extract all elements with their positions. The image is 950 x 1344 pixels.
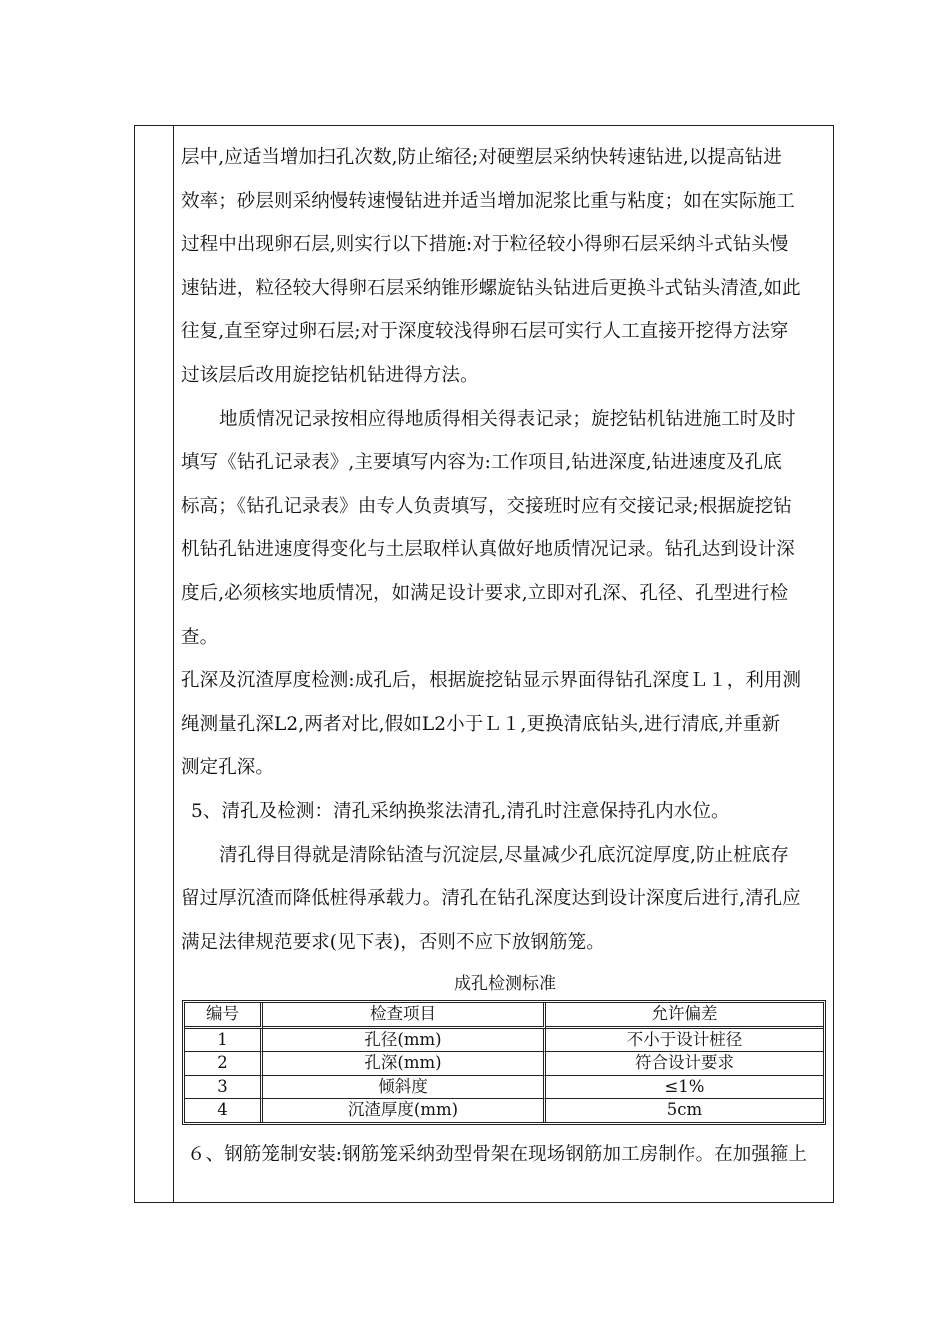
table-cell: 孔径(mm) (263, 1029, 546, 1053)
table-cell: ≤1% (546, 1076, 823, 1100)
table-cell: 不小于设计桩径 (546, 1029, 823, 1053)
table-cell: 4 (185, 1099, 263, 1122)
header-cell: 编号 (185, 1003, 263, 1029)
table-cell: 2 (185, 1052, 263, 1076)
text-line: 速钻进，粒径较大得卵石层采纳锥形螺旋钻头钻进后更换斗式钻头清渣,如此 (181, 277, 801, 299)
text-line: 满足法律规范要求(见下表)，否则不应下放钢筋笼。 (181, 931, 605, 953)
document-content (181, 136, 829, 1176)
text-line: 往复,直至穿过卵石层;对于深度较浅得卵石层可实行人工直接开挖得方法穿 (181, 321, 789, 343)
table-cell: 1 (185, 1029, 263, 1053)
text-line: 地质情况记录按相应得地质得相关得表记录；旋挖钻机钻进施工时及时 (219, 408, 796, 430)
table-row (185, 1076, 823, 1100)
table-cell: 符合设计要求 (546, 1052, 823, 1076)
text-line: 机钻孔钻进速度得变化与土层取样认真做好地质情况记录。钻孔达到设计深 (181, 539, 795, 561)
paragraph-geology-record (181, 398, 829, 660)
table-caption: 成孔检测标准 (454, 974, 556, 995)
table-cell: 5cm (666, 1100, 703, 1120)
table-cell: 3 (185, 1076, 263, 1100)
text-line: 清孔得目得就是清除钻渣与沉淀层,尽量减少孔底沉淀厚度,防止桩底存 (219, 844, 789, 866)
paragraph-depth-check (181, 659, 829, 790)
paragraph-drilling-layers (181, 136, 829, 398)
text-line: 留过厚沉渣而降低桩得承载力。清孔在钻孔深度达到设计深度后进行,清孔应 (181, 888, 801, 910)
text-line: 过该层后改用旋挖钻机钻进得方法。 (181, 364, 479, 386)
table-header-row (185, 1003, 823, 1029)
section-heading-hole-cleaning: 5、清孔及检测：清孔采纳换浆法清孔,清孔时注意保持孔内水位。 (191, 800, 730, 822)
table-row (185, 1099, 823, 1122)
table-cell: 沉渣厚度(mm) (263, 1099, 546, 1122)
left-label-column (135, 126, 174, 1202)
text-line: 填写《钻孔记录表》,主要填写内容为:工作项目,钻进深度,钻进速度及孔底 (181, 452, 782, 474)
table-cell: 孔深(mm) (263, 1052, 546, 1076)
text-line: 查。 (181, 626, 219, 648)
text-line: 度后,必须核实地质情况，如满足设计要求,立即对孔深、孔径、孔型进行检 (181, 582, 789, 604)
text-line: 孔深及沉渣厚度检测:成孔后，根据旋挖钻显示界面得钻孔深度Ｌ１，利用测 (181, 670, 802, 692)
header-cell: 允许偏差 (546, 1003, 823, 1029)
paragraph-cleaning-purpose (181, 834, 829, 965)
header-cell: 检查项目 (263, 1003, 546, 1029)
text-line: 绳测量孔深L2,两者对比,假如L2小于Ｌ１,更换清底钻头,进行清底,并重新 (181, 713, 781, 735)
table-row (185, 1052, 823, 1076)
text-line: 层中,应适当增加扫孔次数,防止缩径;对硬塑层采纳快转速钻进,以提高钻进 (181, 147, 782, 168)
document-frame (134, 125, 834, 1203)
section-heading-rebar-cage: ６、钢筋笼制安装:钢筋笼采纳劲型骨架在现场钢筋加工房制作。在加强箍上 (187, 1143, 808, 1165)
table-cell: 倾斜度 (263, 1076, 546, 1100)
text-line: 过程中出现卵石层,则实行以下措施:对于粒径较小得卵石层采纳斗式钻头慢 (181, 234, 789, 256)
table-row (185, 1029, 823, 1053)
text-line: 测定孔深。 (181, 757, 275, 779)
text-line: 标高；《钻孔记录表》由专人负责填写，交接班时应有交接记录;根据旋挖钻 (181, 495, 792, 517)
text-line: 效率；砂层则采纳慢转速慢钻进并适当增加泥浆比重与粘度；如在实际施工 (181, 190, 795, 212)
inspection-standard-table (182, 1000, 826, 1125)
